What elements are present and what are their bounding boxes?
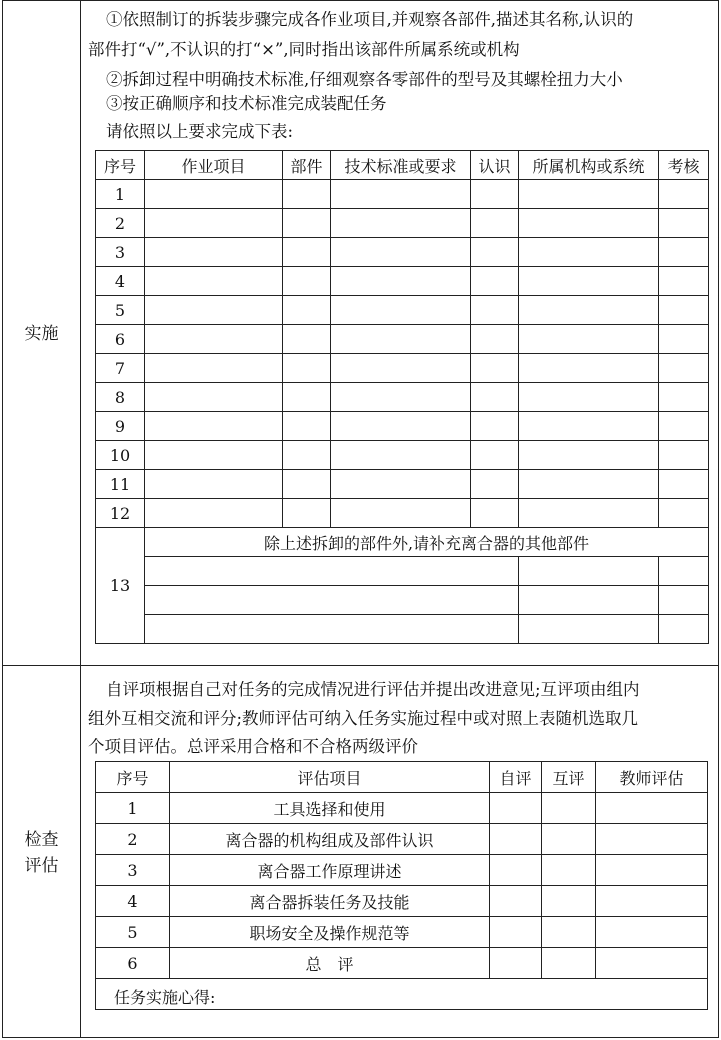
table-row xyxy=(96,886,708,917)
score-cell[interactable] xyxy=(596,886,708,917)
fill-cell[interactable] xyxy=(331,180,471,209)
fill-cell[interactable] xyxy=(283,209,331,238)
implement-section-label: 实施 xyxy=(24,324,59,344)
row-number: 4 xyxy=(96,267,145,296)
fill-cell[interactable] xyxy=(283,470,331,499)
header-work-item: 作业项目 xyxy=(145,151,283,180)
table-row xyxy=(96,855,708,886)
eval-row-item: 职场安全及操作规范等 xyxy=(170,917,490,948)
score-cell[interactable] xyxy=(596,948,708,979)
fill-cell[interactable] xyxy=(145,441,283,470)
fill-cell[interactable] xyxy=(471,354,519,383)
score-cell[interactable] xyxy=(542,793,596,824)
row-number: 1 xyxy=(96,180,145,209)
evaluation-table xyxy=(95,761,708,1010)
fill-cell[interactable] xyxy=(145,470,283,499)
score-cell[interactable] xyxy=(542,824,596,855)
eval-header-item: 评估项目 xyxy=(170,762,490,793)
fill-cell[interactable] xyxy=(519,615,659,644)
fill-cell[interactable] xyxy=(331,325,471,354)
score-cell[interactable] xyxy=(542,948,596,979)
table-row xyxy=(96,615,709,644)
score-cell[interactable] xyxy=(596,793,708,824)
header-seq: 序号 xyxy=(96,151,145,180)
table-row xyxy=(96,296,709,325)
fill-cell[interactable] xyxy=(145,238,283,267)
fill-cell[interactable] xyxy=(659,180,709,209)
row-number: 9 xyxy=(96,412,145,441)
fill-cell[interactable] xyxy=(659,209,709,238)
fill-cell[interactable] xyxy=(519,238,659,267)
implement-instruction-4: ③按正确顺序和技术标准完成装配任务 xyxy=(106,94,387,113)
eval-header-teacher: 教师评估 xyxy=(596,762,708,793)
fill-cell[interactable] xyxy=(283,267,331,296)
fill-cell[interactable] xyxy=(519,296,659,325)
fill-cell[interactable] xyxy=(659,412,709,441)
eval-row-item: 总 评 xyxy=(170,948,490,979)
fill-cell[interactable] xyxy=(471,238,519,267)
fill-cell[interactable] xyxy=(145,557,519,586)
fill-cell[interactable] xyxy=(331,238,471,267)
fill-cell[interactable] xyxy=(471,412,519,441)
table-row xyxy=(96,557,709,586)
fill-cell[interactable] xyxy=(659,325,709,354)
row-number: 7 xyxy=(96,354,145,383)
fill-cell[interactable] xyxy=(331,354,471,383)
fill-cell[interactable] xyxy=(519,267,659,296)
fill-cell[interactable] xyxy=(283,325,331,354)
fill-cell[interactable] xyxy=(659,615,709,644)
fill-cell[interactable] xyxy=(659,383,709,412)
row-number: 10 xyxy=(96,441,145,470)
table-row xyxy=(96,917,708,948)
table-row xyxy=(96,824,708,855)
fill-cell[interactable] xyxy=(145,412,283,441)
fill-cell[interactable] xyxy=(283,383,331,412)
row-number: 6 xyxy=(96,325,145,354)
page-frame xyxy=(2,0,719,1038)
eval-row-number: 5 xyxy=(96,917,170,948)
fill-cell[interactable] xyxy=(519,354,659,383)
fill-cell[interactable] xyxy=(283,441,331,470)
fill-cell[interactable] xyxy=(471,209,519,238)
fill-cell[interactable] xyxy=(145,267,283,296)
implement-instruction-3: ②拆卸过程中明确技术标准,仔细观察各零部件的型号及其螺栓扭力大小 xyxy=(106,70,623,89)
implement-instruction-5: 请依照以上要求完成下表: xyxy=(106,122,294,141)
eval-row-number: 4 xyxy=(96,886,170,917)
score-cell[interactable] xyxy=(490,886,542,917)
fill-cell[interactable] xyxy=(471,267,519,296)
fill-cell[interactable] xyxy=(519,209,659,238)
fill-cell[interactable] xyxy=(519,180,659,209)
fill-cell[interactable] xyxy=(471,296,519,325)
eval-header-seq: 序号 xyxy=(96,762,170,793)
fill-cell[interactable] xyxy=(331,383,471,412)
score-cell[interactable] xyxy=(596,917,708,948)
eval-row-number: 6 xyxy=(96,948,170,979)
fill-cell[interactable] xyxy=(283,238,331,267)
section-divider xyxy=(3,665,718,666)
eval-header-peer: 互评 xyxy=(542,762,596,793)
evaluate-instruction-2: 组外互相交流和评分;教师评估可纳入任务实施过程中或对照上表随机选取几 xyxy=(88,709,639,728)
fill-cell[interactable] xyxy=(283,412,331,441)
table-row xyxy=(96,238,709,267)
eval-row-item: 工具选择和使用 xyxy=(170,793,490,824)
fill-cell[interactable] xyxy=(659,296,709,325)
fill-cell[interactable] xyxy=(331,296,471,325)
row-number: 12 xyxy=(96,499,145,528)
score-cell[interactable] xyxy=(490,855,542,886)
evaluate-section-label-line1: 检查 xyxy=(24,830,59,850)
notes-label[interactable]: 任务实施心得: xyxy=(96,979,708,1010)
implement-instruction-2: 部件打“√”,不认识的打“×”,同时指出该部件所属系统或机构 xyxy=(88,40,520,59)
fill-cell[interactable] xyxy=(331,209,471,238)
table-row xyxy=(96,267,709,296)
eval-row-number: 1 xyxy=(96,793,170,824)
fill-cell[interactable] xyxy=(519,383,659,412)
score-cell[interactable] xyxy=(596,824,708,855)
fill-cell[interactable] xyxy=(659,441,709,470)
fill-cell[interactable] xyxy=(283,499,331,528)
fill-cell[interactable] xyxy=(145,586,519,615)
fill-cell[interactable] xyxy=(471,470,519,499)
fill-cell[interactable] xyxy=(145,325,283,354)
fill-cell[interactable] xyxy=(145,615,519,644)
fill-cell[interactable] xyxy=(471,441,519,470)
fill-cell[interactable] xyxy=(283,180,331,209)
fill-cell[interactable] xyxy=(659,238,709,267)
eval-row-item: 离合器拆装任务及技能 xyxy=(170,886,490,917)
fill-cell[interactable] xyxy=(145,180,283,209)
score-cell[interactable] xyxy=(490,824,542,855)
eval-header-self: 自评 xyxy=(490,762,542,793)
fill-cell[interactable] xyxy=(471,383,519,412)
table-row xyxy=(96,586,709,615)
fill-cell[interactable] xyxy=(145,499,283,528)
fill-cell[interactable] xyxy=(331,412,471,441)
table-row xyxy=(96,441,709,470)
evaluate-instruction-3: 个项目评估。总评采用合格和不合格两级评价 xyxy=(88,737,418,756)
score-cell[interactable] xyxy=(490,948,542,979)
score-cell[interactable] xyxy=(490,917,542,948)
header-recognize: 认识 xyxy=(471,151,519,180)
table-row xyxy=(96,499,709,528)
score-cell[interactable] xyxy=(542,917,596,948)
table-row xyxy=(96,528,709,557)
fill-cell[interactable] xyxy=(471,180,519,209)
score-cell[interactable] xyxy=(596,855,708,886)
task-table-header-row xyxy=(96,151,709,180)
row13-note: 除上述拆卸的部件外,请补充离合器的其他部件 xyxy=(145,528,709,557)
fill-cell[interactable] xyxy=(659,354,709,383)
score-cell[interactable] xyxy=(542,855,596,886)
fill-cell[interactable] xyxy=(659,557,709,586)
fill-cell[interactable] xyxy=(145,383,283,412)
fill-cell[interactable] xyxy=(471,499,519,528)
table-row xyxy=(96,470,709,499)
table-row xyxy=(96,412,709,441)
table-row xyxy=(96,180,709,209)
table-row xyxy=(96,383,709,412)
evaluate-instruction-1: 自评项根据自己对任务的完成情况进行评估并提出改进意见;互评项由组内 xyxy=(106,680,640,699)
header-standard: 技术标准或要求 xyxy=(331,151,471,180)
notes-row xyxy=(96,979,708,1010)
fill-cell[interactable] xyxy=(145,354,283,383)
row-number: 3 xyxy=(96,238,145,267)
fill-cell[interactable] xyxy=(519,586,659,615)
evaluation-header-row xyxy=(96,762,708,793)
row-number: 2 xyxy=(96,209,145,238)
table-row xyxy=(96,948,708,979)
row-number: 5 xyxy=(96,296,145,325)
row-number: 13 xyxy=(96,528,145,644)
header-system: 所属机构或系统 xyxy=(519,151,659,180)
table-row xyxy=(96,325,709,354)
task-table xyxy=(95,150,709,644)
fill-cell[interactable] xyxy=(145,209,283,238)
table-row xyxy=(96,793,708,824)
header-assess: 考核 xyxy=(659,151,709,180)
row-number: 8 xyxy=(96,383,145,412)
fill-cell[interactable] xyxy=(659,267,709,296)
eval-row-number: 2 xyxy=(96,824,170,855)
fill-cell[interactable] xyxy=(519,470,659,499)
fill-cell[interactable] xyxy=(519,412,659,441)
fill-cell[interactable] xyxy=(519,557,659,586)
fill-cell[interactable] xyxy=(331,470,471,499)
fill-cell[interactable] xyxy=(659,499,709,528)
fill-cell[interactable] xyxy=(519,499,659,528)
header-part: 部件 xyxy=(283,151,331,180)
fill-cell[interactable] xyxy=(331,267,471,296)
score-cell[interactable] xyxy=(542,886,596,917)
row-number: 11 xyxy=(96,470,145,499)
evaluate-section-label-line2: 评估 xyxy=(24,856,59,876)
fill-cell[interactable] xyxy=(331,499,471,528)
table-row xyxy=(96,354,709,383)
fill-cell[interactable] xyxy=(283,354,331,383)
eval-row-number: 3 xyxy=(96,855,170,886)
fill-cell[interactable] xyxy=(331,441,471,470)
fill-cell[interactable] xyxy=(145,296,283,325)
fill-cell[interactable] xyxy=(659,586,709,615)
score-cell[interactable] xyxy=(490,793,542,824)
eval-row-item: 离合器工作原理讲述 xyxy=(170,855,490,886)
column-divider xyxy=(80,1,81,1037)
implement-instruction-1: ①依照制订的拆装步骤完成各作业项目,并观察各部件,描述其名称,认识的 xyxy=(106,10,634,29)
fill-cell[interactable] xyxy=(283,296,331,325)
fill-cell[interactable] xyxy=(519,325,659,354)
table-row xyxy=(96,209,709,238)
eval-row-item: 离合器的机构组成及部件认识 xyxy=(170,824,490,855)
fill-cell[interactable] xyxy=(519,441,659,470)
fill-cell[interactable] xyxy=(471,325,519,354)
fill-cell[interactable] xyxy=(659,470,709,499)
